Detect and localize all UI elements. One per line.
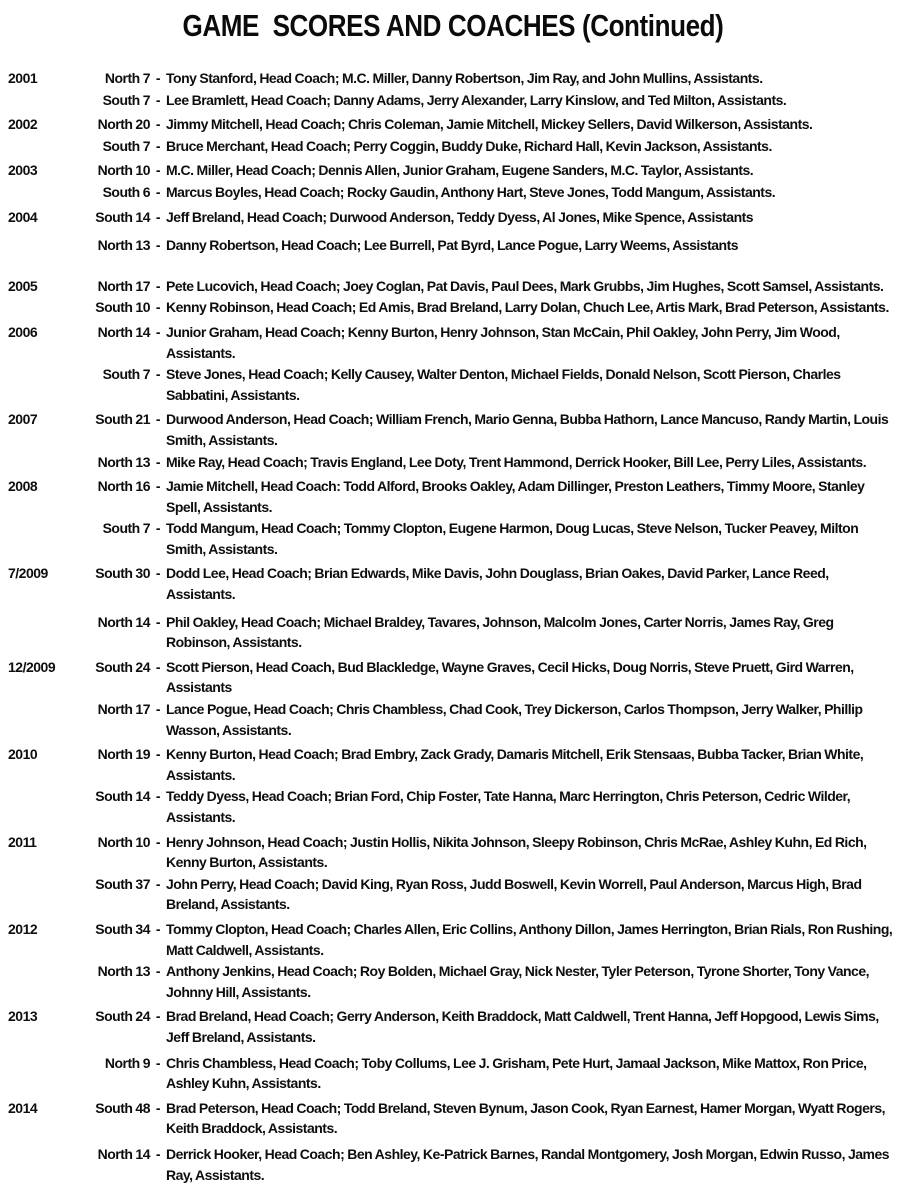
team-score-label: South 6	[102, 183, 150, 200]
coaches-text: Lee Bramlett, Head Coach; Danny Adams, Jerry Alexander, Larry Kinslow, and Ted Milton, Assistants.	[166, 91, 787, 108]
coaches-text: Pete Lucovich, Head Coach; Joey Coglan, Pat Davis, Paul Dees, Mark Grubbs, Jim Hughes, Scott Samsel, Assistants.	[166, 277, 884, 294]
dash-separator: -	[155, 366, 161, 383]
team-score-label: North 19	[97, 746, 150, 763]
year-group	[8, 1098, 898, 1185]
coaches-text: Jeff Breland, Head Coach; Durwood Anderson, Teddy Dyess, Al Jones, Mike Spence, Assistants	[166, 208, 754, 225]
team-score-label: South 10	[95, 299, 150, 316]
dash-separator: -	[155, 1008, 161, 1025]
game-row	[8, 874, 898, 915]
coaches-text: Jimmy Mitchell, Head Coach; Chris Coleman, Jamie Mitchell, Mickey Sellers, David Wilkerson, Assistants.	[166, 116, 813, 133]
coaches-text: Todd Mangum, Head Coach; Tommy Clopton, Eugene Harmon, Doug Lucas, Steve Nelson, Tucker Peavey, Milton Smith, Assistants.	[166, 520, 859, 557]
coaches-text: Kenny Robinson, Head Coach; Ed Amis, Brad Breland, Larry Dolan, Chuch Lee, Artis Mark, Brad Peterson, Assistants.	[166, 299, 889, 316]
dash-separator: -	[155, 963, 161, 980]
coaches-text: Scott Pierson, Head Coach, Bud Blackledge, Wayne Graves, Cecil Hicks, Doug Norris, Steve Pruett, Gird Warren, Assistants	[166, 658, 854, 696]
team-score-label: North 9	[104, 1054, 150, 1071]
game-row	[8, 322, 898, 363]
coaches-text: Teddy Dyess, Head Coach; Brian Ford, Chip Foster, Tate Hanna, Marc Herrington, Chris Peterson, Cedric Wilder, Assistants.	[166, 788, 851, 825]
game-row	[8, 452, 898, 473]
dash-separator: -	[155, 277, 161, 294]
team-score-label: South 34	[95, 920, 150, 937]
year-group	[8, 207, 898, 256]
game-row	[8, 182, 898, 203]
dash-separator: -	[155, 137, 161, 154]
dash-separator: -	[155, 299, 161, 316]
coaches-text: Anthony Jenkins, Head Coach; Roy Bolden, Michael Gray, Nick Nester, Tyler Peterson, Tyrone Shorter, Tony Vance, Johnny Hill, Assistants.	[166, 963, 870, 1000]
coaches-text: Dodd Lee, Head Coach; Brian Edwards, Mike Davis, John Douglass, Brian Oakes, David Parker, Lance Reed, Assistants.	[166, 565, 829, 603]
title-wrap	[8, 8, 898, 44]
dash-separator: -	[155, 91, 161, 108]
team-score-label: South 21	[95, 411, 150, 428]
year-group	[8, 919, 898, 1002]
dash-separator: -	[155, 788, 161, 805]
year-label: 2001	[8, 70, 38, 86]
team-score-label: North 7	[104, 70, 150, 86]
team-score-label: South 7	[102, 91, 150, 108]
coaches-text: Henry Johnson, Head Coach; Justin Hollis, Nikita Johnson, Sleepy Robinson, Chris McRae, Ashley Kuhn, Ed Rich, Kenny Burton, Assistants.	[166, 833, 867, 871]
game-row	[8, 364, 898, 405]
dash-separator: -	[155, 746, 161, 763]
dash-separator: -	[155, 208, 161, 225]
team-score-label: South 7	[102, 366, 150, 383]
game-row	[8, 409, 898, 450]
dash-separator: -	[155, 478, 161, 495]
year-group	[8, 68, 898, 110]
game-row	[8, 961, 898, 1002]
coaches-text: Bruce Merchant, Head Coach; Perry Coggin, Buddy Duke, Richard Hall, Kevin Jackson, Assistants.	[166, 137, 772, 154]
coaches-text: Lance Pogue, Head Coach; Chris Chambless, Chad Cook, Trey Dickerson, Carlos Thompson, Jerry Walker, Phillip Wasson, Assistants.	[166, 701, 863, 738]
year-group	[8, 832, 898, 915]
dash-separator: -	[155, 411, 161, 428]
year-label: 2010	[8, 746, 38, 763]
coaches-text: Danny Robertson, Head Coach; Lee Burrell, Pat Byrd, Lance Pogue, Larry Weems, Assistants	[166, 237, 739, 254]
game-row	[8, 68, 898, 89]
dash-separator: -	[155, 520, 161, 537]
game-row	[8, 919, 898, 960]
year-group	[8, 160, 898, 202]
coaches-text: John Perry, Head Coach; David King, Ryan Ross, Judd Boswell, Kevin Worrell, Paul Anderson, Marcus High, Brad Breland, Assistants.	[166, 875, 862, 913]
team-score-label: South 48	[95, 1099, 150, 1116]
dash-separator: -	[155, 565, 161, 582]
game-row	[8, 1053, 898, 1094]
game-row	[8, 563, 898, 604]
game-row	[8, 699, 898, 740]
coaches-text: Durwood Anderson, Head Coach; William French, Mario Genna, Bubba Hathorn, Lance Mancuso, Randy Martin, Louis Smith, Assistants.	[166, 411, 889, 448]
game-row	[8, 476, 898, 517]
dash-separator: -	[155, 70, 161, 86]
year-label: 2012	[8, 920, 38, 937]
game-row	[8, 276, 898, 297]
dash-separator: -	[155, 658, 161, 675]
team-score-label: North 20	[97, 116, 150, 133]
team-score-label: South 37	[95, 875, 150, 892]
year-label: 2011	[8, 833, 37, 850]
game-row	[8, 90, 898, 111]
team-score-label: North 10	[97, 162, 150, 179]
coaches-text: Jamie Mitchell, Head Coach: Todd Alford, Brooks Oakley, Adam Dillinger, Preston Leathers, Timmy Moore, Stanley Spell, Assistants.	[166, 478, 865, 515]
game-row	[8, 518, 898, 559]
dash-separator: -	[155, 1099, 161, 1116]
team-score-label: South 7	[102, 520, 150, 537]
year-label: 2008	[8, 478, 38, 495]
game-row	[8, 136, 898, 157]
team-score-label: South 7	[102, 137, 150, 154]
year-group	[8, 409, 898, 472]
coaches-text: Junior Graham, Head Coach; Kenny Burton, Henry Johnson, Stan McCain, Phil Oakley, John Perry, Jim Wood, Assistants.	[166, 323, 840, 361]
dash-separator: -	[155, 116, 161, 133]
year-label: 2013	[8, 1008, 38, 1025]
game-row	[8, 657, 898, 698]
year-label: 2006	[8, 323, 38, 340]
dash-separator: -	[155, 1145, 161, 1162]
year-group	[8, 563, 898, 652]
game-row	[8, 1144, 898, 1185]
year-label: 2003	[8, 162, 38, 179]
coaches-text: Brad Peterson, Head Coach; Todd Breland, Steven Bynum, Jason Cook, Ryan Earnest, Hamer Morgan, Wyatt Rogers, Keith Braddock, Assistants.	[166, 1099, 885, 1137]
game-row	[8, 1006, 898, 1047]
team-score-label: South 24	[95, 1008, 150, 1025]
team-score-label: North 14	[97, 1145, 150, 1162]
team-score-label: North 10	[97, 833, 150, 850]
year-label: 2002	[8, 116, 38, 133]
coaches-text: Steve Jones, Head Coach; Kelly Causey, Walter Denton, Michael Fields, Donald Nelson, Scott Pierson, Charles Sabbatini, Assistants.	[166, 366, 841, 403]
dash-separator: -	[155, 701, 161, 718]
dash-separator: -	[155, 613, 161, 630]
dash-separator: -	[155, 162, 161, 179]
year-group	[8, 114, 898, 156]
dash-separator: -	[155, 920, 161, 937]
scores-list	[8, 66, 898, 1185]
year-label: 2007	[8, 411, 38, 428]
coaches-text: Mike Ray, Head Coach; Travis England, Lee Doty, Trent Hammond, Derrick Hooker, Bill Lee, Perry Liles, Assistants.	[166, 453, 867, 470]
team-score-label: North 14	[97, 613, 150, 630]
coaches-text: M.C. Miller, Head Coach; Dennis Allen, Junior Graham, Eugene Sanders, M.C. Taylor, Assistants.	[166, 162, 754, 179]
game-row	[8, 297, 898, 318]
year-label: 2005	[8, 277, 38, 294]
team-score-label: North 13	[97, 963, 150, 980]
page-title: GAME SCORES AND COACHES (Continued)	[182, 8, 724, 43]
game-row	[8, 207, 898, 228]
team-score-label: South 14	[95, 208, 150, 225]
year-label: 12/2009	[8, 658, 56, 675]
year-label: 7/2009	[8, 565, 48, 582]
dash-separator: -	[155, 237, 161, 254]
game-row	[8, 235, 898, 256]
year-group	[8, 657, 898, 740]
game-row	[8, 1098, 898, 1139]
year-group	[8, 476, 898, 559]
dash-separator: -	[155, 833, 161, 850]
coaches-text: Tony Stanford, Head Coach; M.C. Miller, Danny Robertson, Jim Ray, and John Mullins, Assistants.	[166, 70, 763, 86]
year-group	[8, 276, 898, 318]
game-row	[8, 114, 898, 135]
team-score-label: South 24	[95, 658, 150, 675]
coaches-text: Brad Breland, Head Coach; Gerry Anderson, Keith Braddock, Matt Caldwell, Trent Hanna, Jeff Hopgood, Lewis Sims, Jeff Breland, Assistants.	[166, 1008, 879, 1045]
dash-separator: -	[155, 453, 161, 470]
team-score-label: North 17	[97, 277, 150, 294]
coaches-text: Phil Oakley, Head Coach; Michael Braldey, Tavares, Johnson, Malcolm Jones, Carter Norris, James Ray, Greg Robinson, Assistants.	[166, 613, 834, 651]
game-row	[8, 744, 898, 785]
team-score-label: North 16	[97, 478, 150, 495]
year-label: 2004	[8, 208, 38, 225]
game-row	[8, 160, 898, 181]
team-score-label: North 13	[97, 453, 150, 470]
year-group	[8, 1006, 898, 1093]
dash-separator: -	[155, 1054, 161, 1071]
team-score-label: North 13	[97, 237, 150, 254]
game-row	[8, 832, 898, 873]
coaches-text: Tommy Clopton, Head Coach; Charles Allen, Eric Collins, Anthony Dillon, James Herrington, Brian Rials, Ron Rushing, Matt Caldwell, Assistants.	[166, 920, 893, 958]
team-score-label: North 14	[97, 323, 150, 340]
team-score-label: North 17	[97, 701, 150, 718]
coaches-text: Chris Chambless, Head Coach; Toby Collums, Lee J. Grisham, Pete Hurt, Jamaal Jackson, Mike Mattox, Ron Price, Ashley Kuhn, Assistants.	[166, 1054, 867, 1092]
team-score-label: South 30	[95, 565, 150, 582]
coaches-text: Derrick Hooker, Head Coach; Ben Ashley, Ke-Patrick Barnes, Randal Montgomery, Josh Morgan, Edwin Russo, James Ray, Assistants.	[166, 1145, 890, 1183]
dash-separator: -	[155, 875, 161, 892]
year-group	[8, 744, 898, 827]
year-label: 2014	[8, 1099, 38, 1116]
game-row	[8, 786, 898, 827]
team-score-label: South 14	[95, 788, 150, 805]
year-group	[8, 322, 898, 405]
coaches-text: Kenny Burton, Head Coach; Brad Embry, Zack Grady, Damaris Mitchell, Erik Stensaas, Bubba Tacker, Brian White, Assistants.	[166, 746, 864, 783]
coaches-text: Marcus Boyles, Head Coach; Rocky Gaudin, Anthony Hart, Steve Jones, Todd Mangum, Assistants.	[166, 183, 776, 200]
dash-separator: -	[155, 183, 161, 200]
game-row	[8, 612, 898, 653]
dash-separator: -	[155, 323, 161, 340]
